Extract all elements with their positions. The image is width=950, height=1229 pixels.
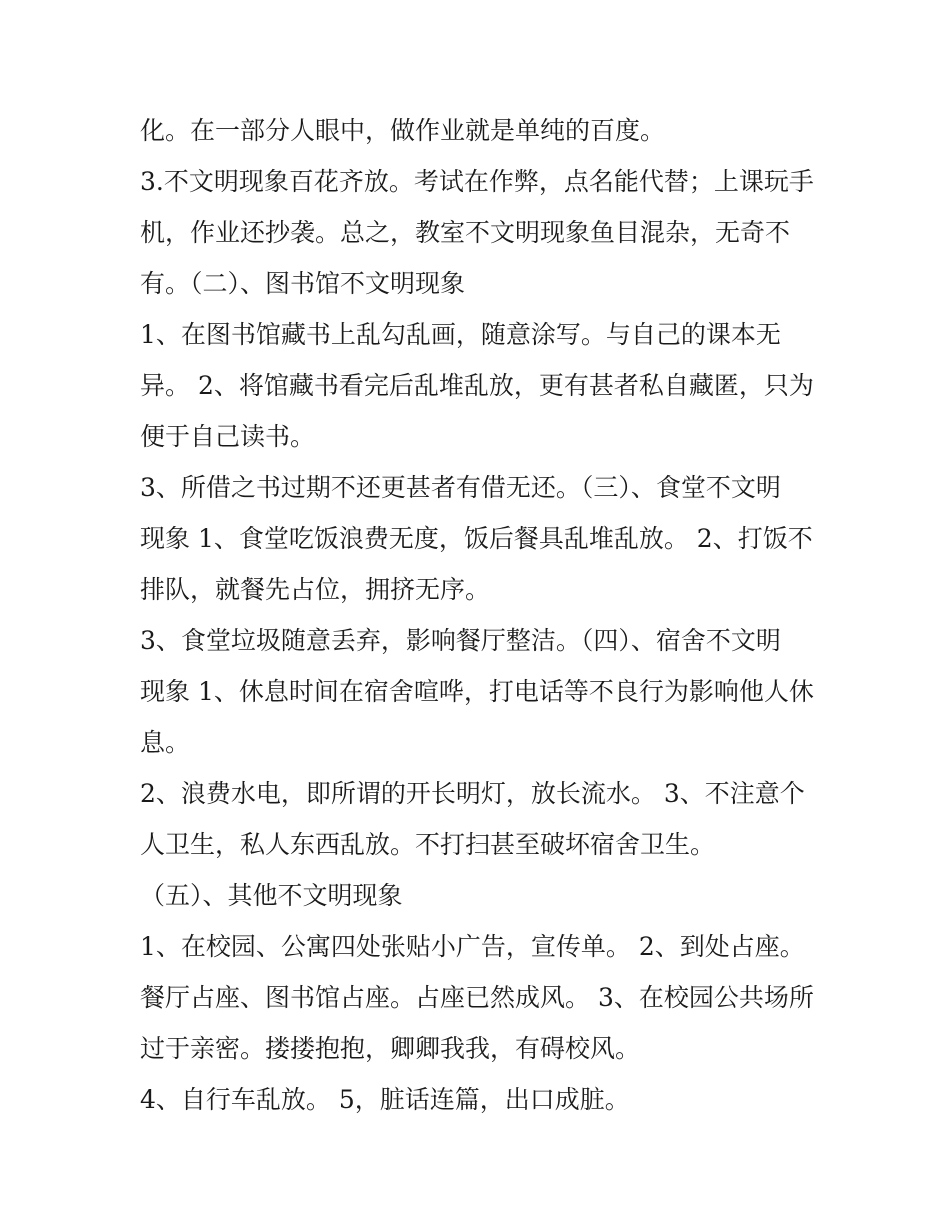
text-line: 异。 2、将馆藏书看完后乱堆乱放，更有甚者私自藏匿，只为: [140, 371, 814, 400]
text-line: 4、自行车乱放。 5，脏话连篇，出口成脏。: [140, 1085, 630, 1114]
text-line: 3、食堂垃圾随意丢弃，影响餐厅整洁。（四）、宿舍不文明: [140, 626, 781, 655]
text-line: （五）、其他不文明现象: [140, 881, 403, 910]
text-line: 现象 1、食堂吃饭浪费无度，饭后餐具乱堆乱放。 2、打饭不: [140, 524, 813, 553]
text-line: 人卫生，私人东西乱放。不打扫甚至破坏宿舍卫生。: [140, 830, 716, 859]
document-body: [140, 105, 814, 1125]
text-line: 2、浪费水电，即所谓的开长明灯，放长流水。 3、不注意个: [140, 779, 805, 808]
text-line: 现象 1、休息时间在宿舍喧哗，打电话等不良行为影响他人休: [140, 677, 814, 706]
text-line: 3.不文明现象百花齐放。考试在作弊，点名能代替；上课玩手: [140, 167, 814, 196]
text-line: 化。在一部分人眼中，做作业就是单纯的百度。: [140, 116, 666, 145]
text-line: 有。（二）、图书馆不文明现象: [140, 269, 466, 298]
text-line: 3、所借之书过期不还更甚者有借无还。（三）、食堂不文明: [140, 473, 781, 502]
text-line: 便于自己读书。: [140, 422, 316, 451]
text-line: 机，作业还抄袭。总之，教室不文明现象鱼目混杂，无奇不: [140, 218, 791, 247]
text-line: 息。: [140, 728, 191, 757]
text-line: 1、在图书馆藏书上乱勾乱画，随意涂写。与自己的课本无: [140, 320, 781, 349]
text-line: 1、在校园、公寓四处张贴小广告，宣传单。 2、到处占座。: [140, 932, 805, 961]
text-line: 餐厅占座、图书馆占座。占座已然成风。 3、在校园公共场所: [140, 983, 814, 1012]
text-line: 过于亲密。搂搂抱抱，卿卿我我，有碍校风。: [140, 1034, 641, 1063]
text-line: 排队，就餐先占位，拥挤无序。: [140, 575, 491, 604]
